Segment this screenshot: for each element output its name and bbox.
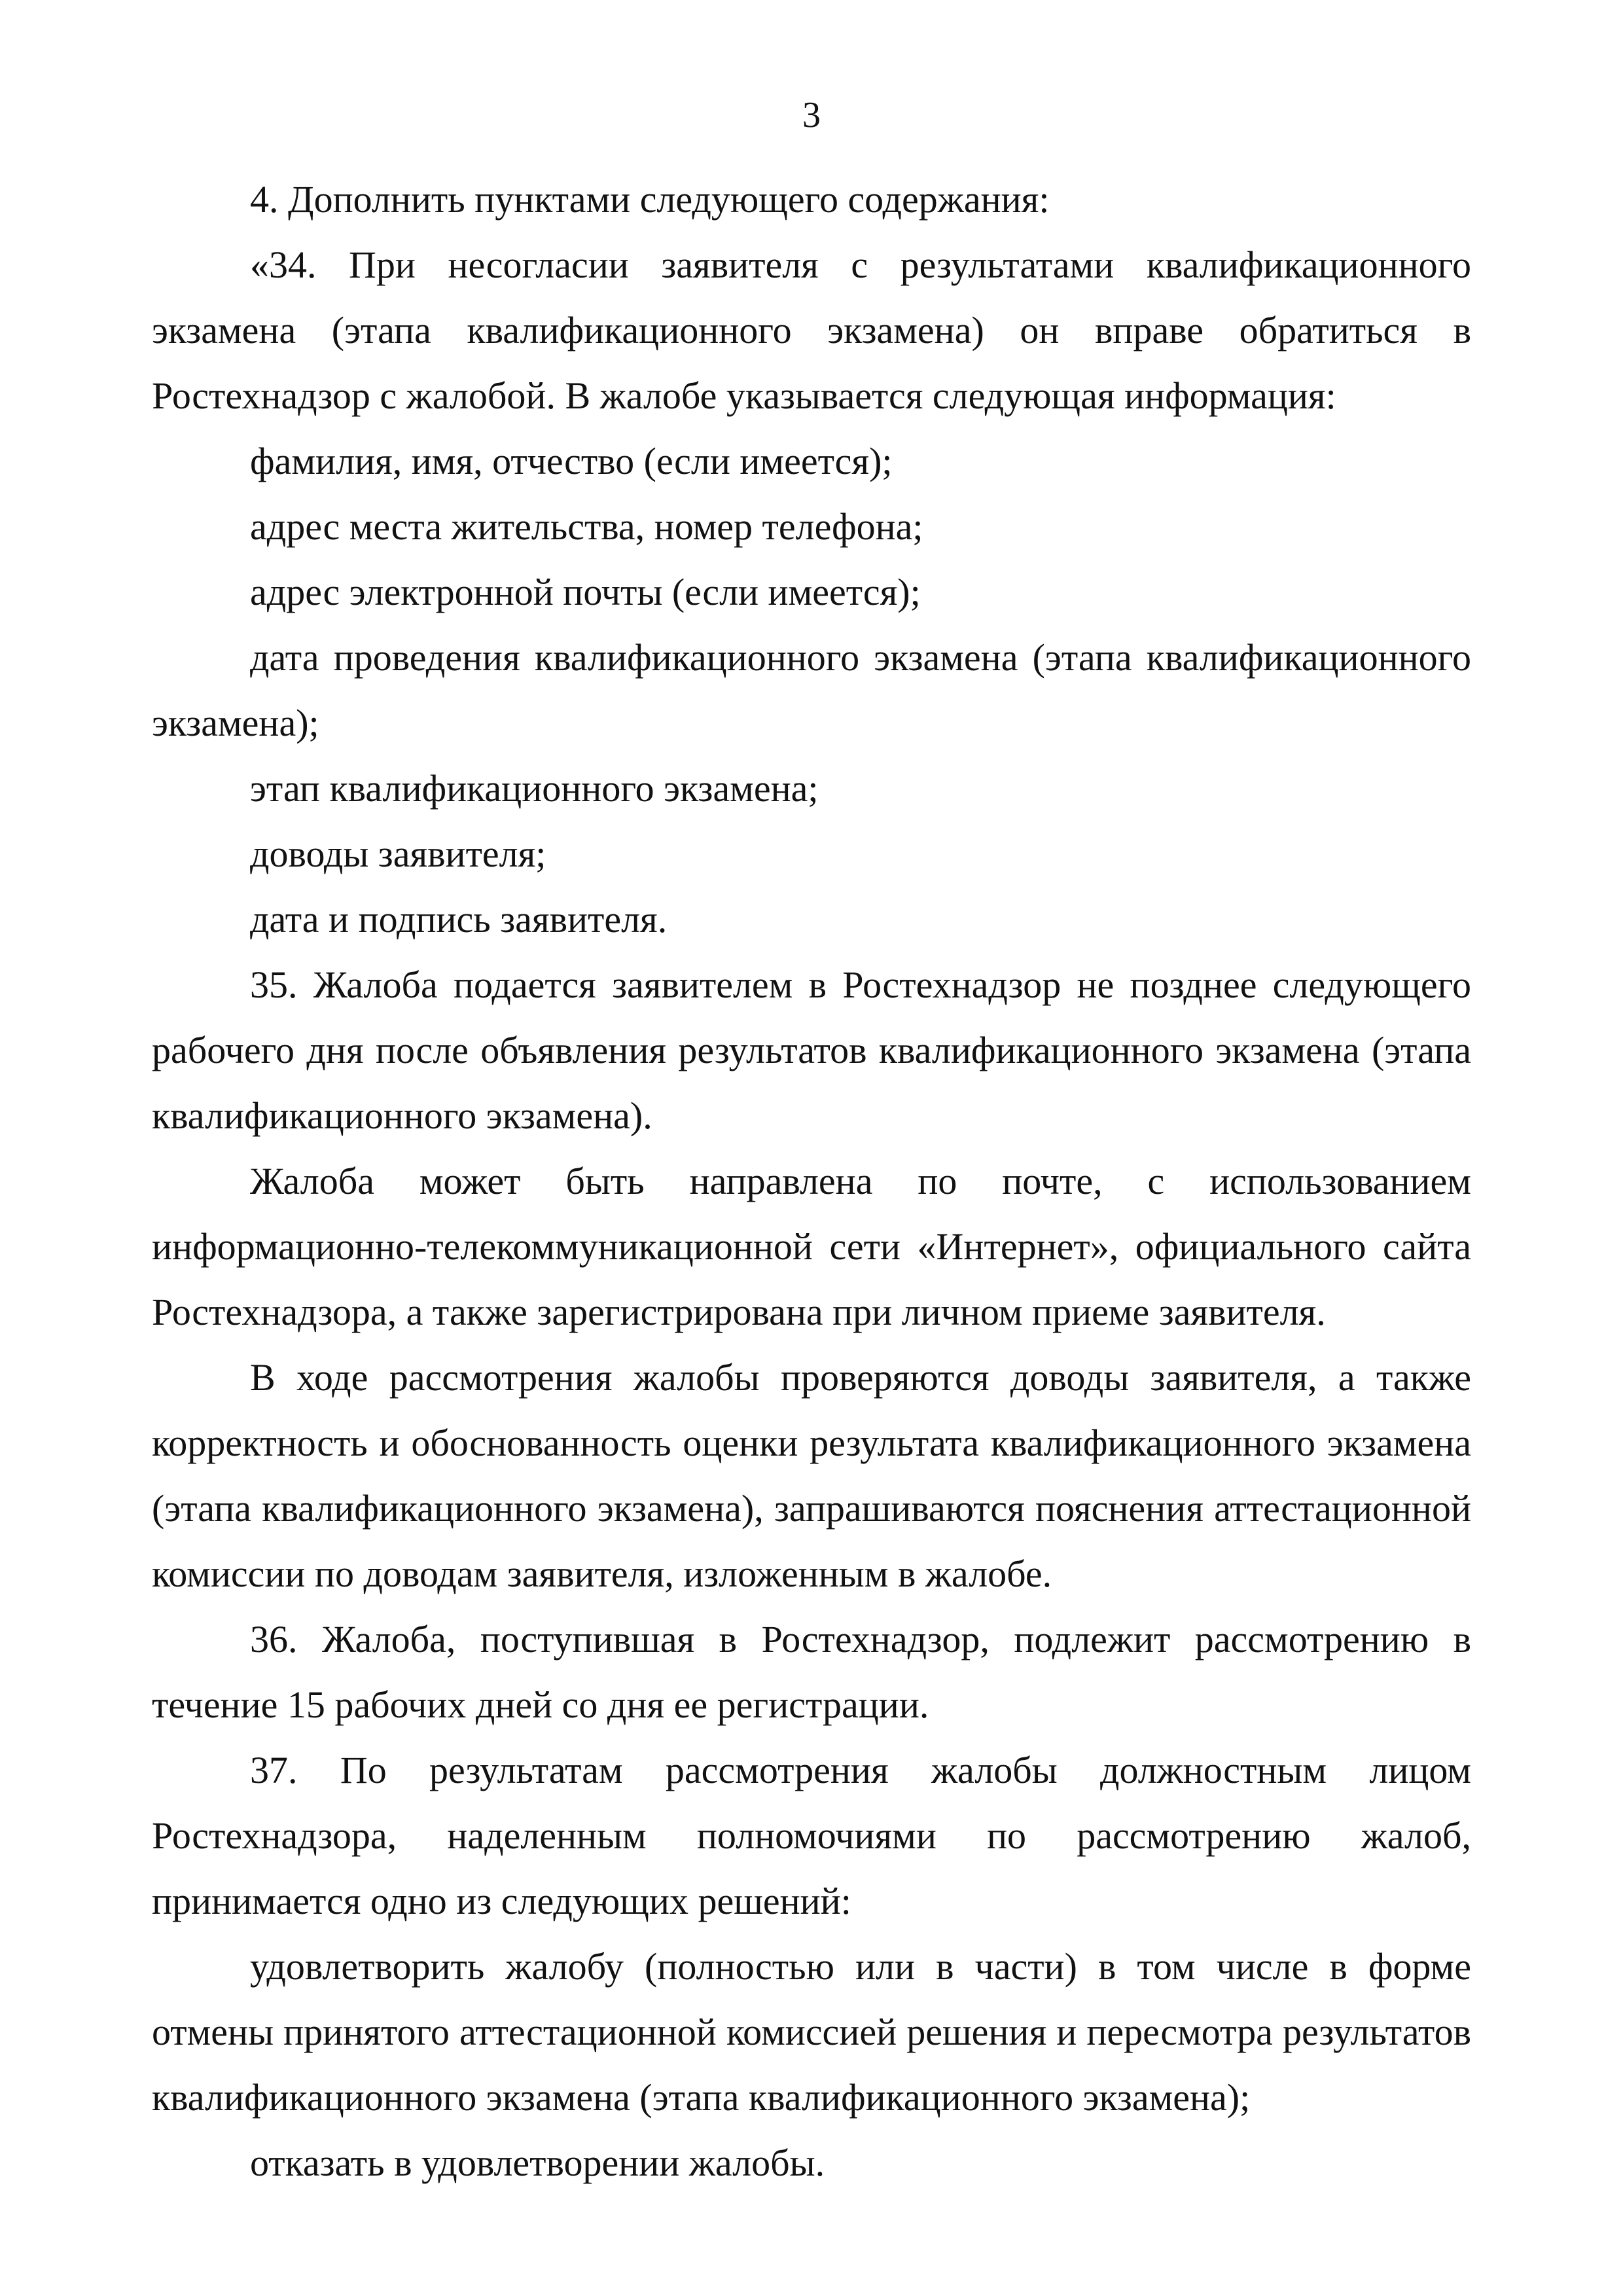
decision-satisfy-complaint: удовлетворить жалобу (полностью или в части) в том числе в форме отмены принятого аттестационной комиссией решения и пересмотра результатов квалификационного экзамена (этапа квалификационного экзамена); xyxy=(152,1945,1471,2119)
paragraph-item-34: «34. При несогласии заявителя с результатами квалификационного экзамена (этапа квалификационного экзамена) он вправе обратиться в Ростехнадзор с жалобой. В жалобе указывается следующая информация: xyxy=(152,243,1471,417)
paragraph-item-37: 37. По результатам рассмотрения жалобы должностным лицом Ростехнадзора, наделенным полномочиями по рассмотрению жалоб, принимается одно из следующих решений: xyxy=(152,1749,1471,1922)
paragraph-item-35: 35. Жалоба подается заявителем в Ростехнадзор не позднее следующего рабочего дня после объявления результатов квалификационного экзамена (этапа квалификационного экзамена). xyxy=(152,963,1471,1137)
complaint-info-date-signature: дата и подпись заявителя. xyxy=(250,898,668,941)
complaint-info-arguments: доводы заявителя; xyxy=(250,833,546,875)
decision-reject-complaint: отказать в удовлетворении жалобы. xyxy=(250,2142,825,2184)
document-body xyxy=(152,167,1471,2196)
page-number: 3 xyxy=(802,95,821,135)
complaint-info-email: адрес электронной почты (если имеется); xyxy=(250,571,921,613)
complaint-info-address-phone: адрес места жительства, номер телефона; xyxy=(250,505,923,548)
paragraph-submission-methods: Жалоба может быть направлена по почте, с использованием информационно-телекоммуникационной сети «Интернет», официального сайта Ростехнадзора, а также зарегистрирована при личном приеме заявителя. xyxy=(152,1160,1471,1333)
complaint-info-full-name: фамилия, имя, отчество (если имеется); xyxy=(250,440,893,482)
complaint-info-exam-date: дата проведения квалификационного экзамена (этапа квалификационного экзамена); xyxy=(152,636,1471,744)
complaint-info-exam-stage: этап квалификационного экзамена; xyxy=(250,767,819,810)
paragraph-review-process: В ходе рассмотрения жалобы проверяются доводы заявителя, а также корректность и обоснованность оценки результата квалификационного экзамена (этапа квалификационного экзамена), запрашиваются пояснения аттестационной комиссии по доводам заявителя, изложенным в жалобе. xyxy=(152,1356,1471,1595)
paragraph-item-36: 36. Жалоба, поступившая в Ростехнадзор, подлежит рассмотрению в течение 15 рабочих дней со дня ее регистрации. xyxy=(152,1618,1471,1726)
paragraph-item-4: 4. Дополнить пунктами следующего содержания: xyxy=(250,178,1050,221)
